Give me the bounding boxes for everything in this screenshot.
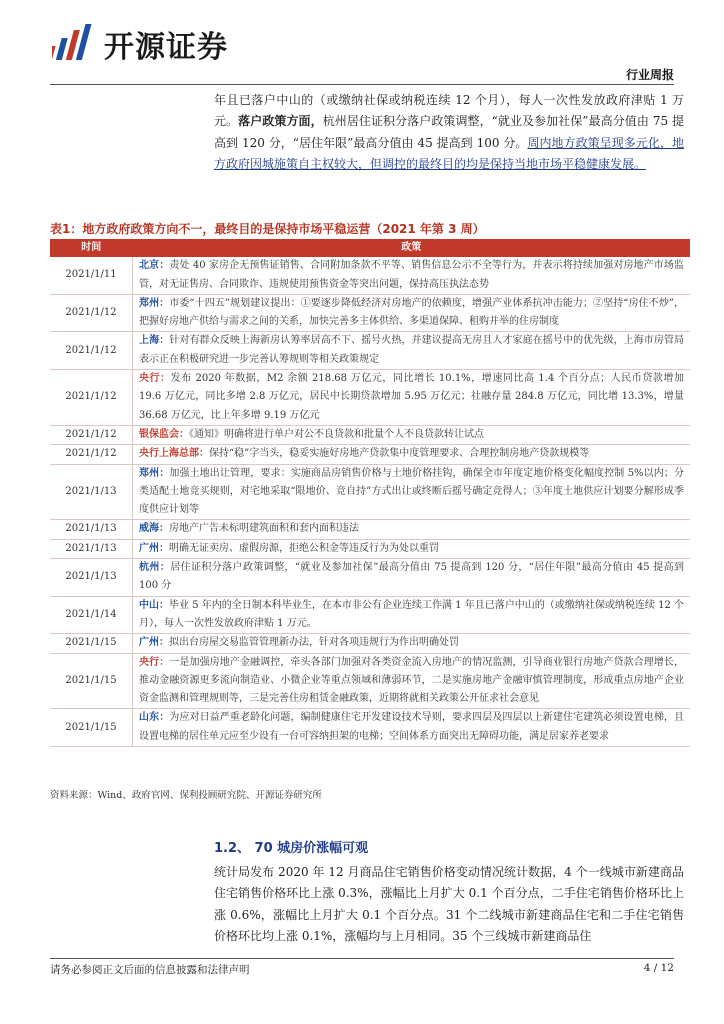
page-number: 4 / 12 [643,962,674,974]
row-date: 2021/1/13 [50,539,133,558]
row-date: 2021/1/11 [50,257,133,294]
row-policy-text: 房地产广告未标明建筑面积和套内面积违法 [169,523,359,535]
row-policy-text: 明确无证卖房、虚假房源，拒绝公积金等违反行为为处以重罚 [169,542,439,554]
row-policy-text: 市委“十四五”规划建议提出：①要逐步降低经济对房地产的依赖度，增强产业体系抗冲击能力；②坚持“房住不炒”，把握好房地产供给与需求之间的关系，加快完善多主体供给、多渠道保障、租购并举的住房制度 [139,297,684,328]
table-row [50,464,690,520]
table-row [50,257,690,294]
row-date: 2021/1/12 [50,294,133,332]
row-date: 2021/1/15 [50,709,133,747]
row-policy-source: 杭州： [139,562,171,574]
intro-bold-lead: 落户政策方面， [238,114,323,129]
row-policy-source: 央行： [139,656,170,668]
row-policy [133,709,691,747]
row-date: 2021/1/12 [50,370,133,426]
row-policy-source: 中山： [139,599,170,611]
row-date: 2021/1/13 [50,520,133,539]
table-row [50,445,690,464]
brand-logo-icon [52,22,96,66]
column-header-policy: 政策 [133,239,691,257]
brand-logo [52,20,228,68]
table-row [50,520,690,539]
row-date: 2021/1/12 [50,445,133,464]
row-policy [133,257,691,294]
row-policy-text: 加强土地出让管理，要求：实施商品房销售价格与土地价格挂钩，确保全市年度定地价格变化幅度控制 5%以内；分类适配土地竞买规则，对宅地采取“限地价、竞自持”方式出让或终断后摇号确定竞得人；③年度土地供应计划要分解形成季度供应计划等 [139,467,685,516]
row-policy-text: 针对有群众反映上海新房认筹率居高不下、摇号火热，并建议提高无房且人才家庭在摇号中的优先级，上海市房管局表示正在积极研究进一步完善认筹规则等相关政策规定 [139,335,685,365]
row-policy-text: 《通知》明确将进行单户对公不良贷款和批量个人不良贷款转让试点 [189,428,484,440]
table-row [50,370,690,426]
row-date: 2021/1/15 [50,634,133,653]
table-row [50,653,690,709]
row-policy [133,332,691,370]
row-policy [133,445,691,464]
row-policy [133,559,691,597]
row-policy [133,464,691,520]
row-policy-source: 央行上海总部： [139,448,209,460]
row-date: 2021/1/12 [50,425,133,444]
table-header-row [50,239,690,257]
intro-text-1: 年且已落户中山的（或缴纳社保或纳税连续 12 个月），每人一次性发放政府津贴 1 万元。 [214,93,684,129]
row-date: 2021/1/13 [50,559,133,597]
row-policy-text: 居住证积分落户政策调整，“就业及参加社保”最高分值由 75 提高到 120 分，“居住年限”最高分值由 45 提高到 100 分 [139,562,684,592]
policy-table-body [50,257,690,746]
column-header-date: 时间 [50,239,133,257]
table-row [50,709,690,747]
table-row [50,559,690,597]
row-policy-source: 山东： [139,712,170,724]
row-policy [133,653,691,709]
row-policy-source: 北京： [139,260,170,272]
row-policy-text: 一是加强房地产金融调控，牵头各部门加强对各类资金流入房地产的情况监测，引导商业银行房地产贷款合理增长，推动金融资源更多流向制造业、小微企业等重点领域和薄弱环节，二是实施房地产金融审慎管理制度，形成重点房地产企业资金监测和管理规则等，三是完善住房租赁金融政策，近期将就相关政策公开征求社会意见 [139,656,685,705]
table-source-note: 资料来源：Wind、政府官网、保利投顾研究院、开源证券研究所 [50,790,322,801]
row-policy [133,425,691,444]
row-policy-source: 郑州： [139,297,170,309]
footer-disclaimer: 请务必参阅正文后面的信息披露和法律声明 [50,964,250,976]
table-row [50,294,690,332]
row-date: 2021/1/13 [50,464,133,520]
intro-text-2: 杭州居住证积分落户政策调整，“就业及参加社保”最高分值由 75 提高到 120 分，“居住年限”最高分值由 45 提高到 100 分。 [214,114,684,150]
table-row [50,596,690,634]
section-heading: 1.2、 70 城房价涨幅可观 [214,841,369,856]
row-policy-text: 为应对日益严重老龄化问题，编制健康住宅开发建设技术导则，要求四层及四层以上新建住宅建筑必须设置电梯，且设置电梯的居住单元应至少设有一台可容纳担架的电梯；空间体系方面突出无障碍功能，满足居家养老要求 [139,712,685,742]
row-policy [133,370,691,426]
table-title: 表1：地方政府政策方向不一，最终目的是保持市场平稳运营（2021 年第 3 周） [50,222,485,236]
row-policy [133,596,691,634]
header-divider [50,84,674,85]
section-body: 统计局发布 2020 年 12 月商品住宅销售价格变动情况统计数据，4 个一线城市新建商品住宅销售价格环比上涨 0.3%，涨幅比上月扩大 0.1 个百分点，二手住宅销售价格环比上涨 0.6%，涨幅比上月扩大 0.1 个百分点。31 个二线城市新建商品住宅和二手住宅销售价格环比均上涨 0.1%，涨幅均与上月相同。35 个三线城市新建商品住 [214,865,684,944]
intro-paragraph [214,90,684,176]
row-policy-source: 威海： [139,523,169,535]
intro-underlined-summary: 周内地方政策呈现多元化，地方政府因城施策自主权较大，但调控的最终目的均是保持当地市场平稳健康发展。 [214,135,684,172]
footer-divider [50,958,674,959]
row-policy-source: 郑州： [139,467,170,479]
row-policy-source: 上海： [139,335,170,347]
row-policy-source: 广州： [139,637,169,649]
table-row [50,539,690,558]
row-policy-text: 毕业 5 年内的全日制本科毕业生，在本市非公有企业连续工作满 1 年且已落户中山的（或缴纳社保或纳税连续 12 个月），每人一次性发放政府津贴 1 万元。 [139,599,684,629]
table-row [50,332,690,370]
row-policy [133,539,691,558]
row-date: 2021/1/14 [50,596,133,634]
row-policy [133,634,691,653]
row-date: 2021/1/12 [50,332,133,370]
row-policy-source: 银保监会： [139,428,189,440]
row-policy [133,294,691,332]
section-tag: 行业周报 [625,68,674,82]
row-policy-text: 保持“稳”字当头，稳妥实施好房地产贷款集中度管理要求、合理控制房地产贷款规模等 [209,448,590,460]
row-policy [133,520,691,539]
row-policy-text: 责处 40 家房企无预售证销售、合同附加条款不平等、销售信息公示不全等行为，并表示将持续加强对房地产市场监管，对无证售房、合同欺诈、违规使用预售资金等突出问题，保持高压执法态势 [139,260,684,290]
brand-name: 开源证券 [104,30,228,65]
row-policy-text: 发布 2020 年数据，M2 余额 218.68 万亿元，同比增长 10.1%，增速同比高 1.4 个百分点；人民币贷款增加 19.6 万亿元，同比多增 2.8 万亿元，居民中长期贷款增加 5.95 万亿元；社融存量 284.8 万亿元，同比增 13.3%，增量 36.68 万亿元，比上年多增 9.19 万亿元 [139,373,684,421]
row-date: 2021/1/15 [50,653,133,709]
table-row [50,425,690,444]
row-policy-source: 央行： [139,373,171,385]
row-policy-text: 拟出台房屋交易监管管理新办法，针对各项违规行为作出明确处罚 [169,637,459,649]
policy-table [50,239,690,747]
row-policy-source: 广州： [139,542,169,554]
table-row [50,634,690,653]
